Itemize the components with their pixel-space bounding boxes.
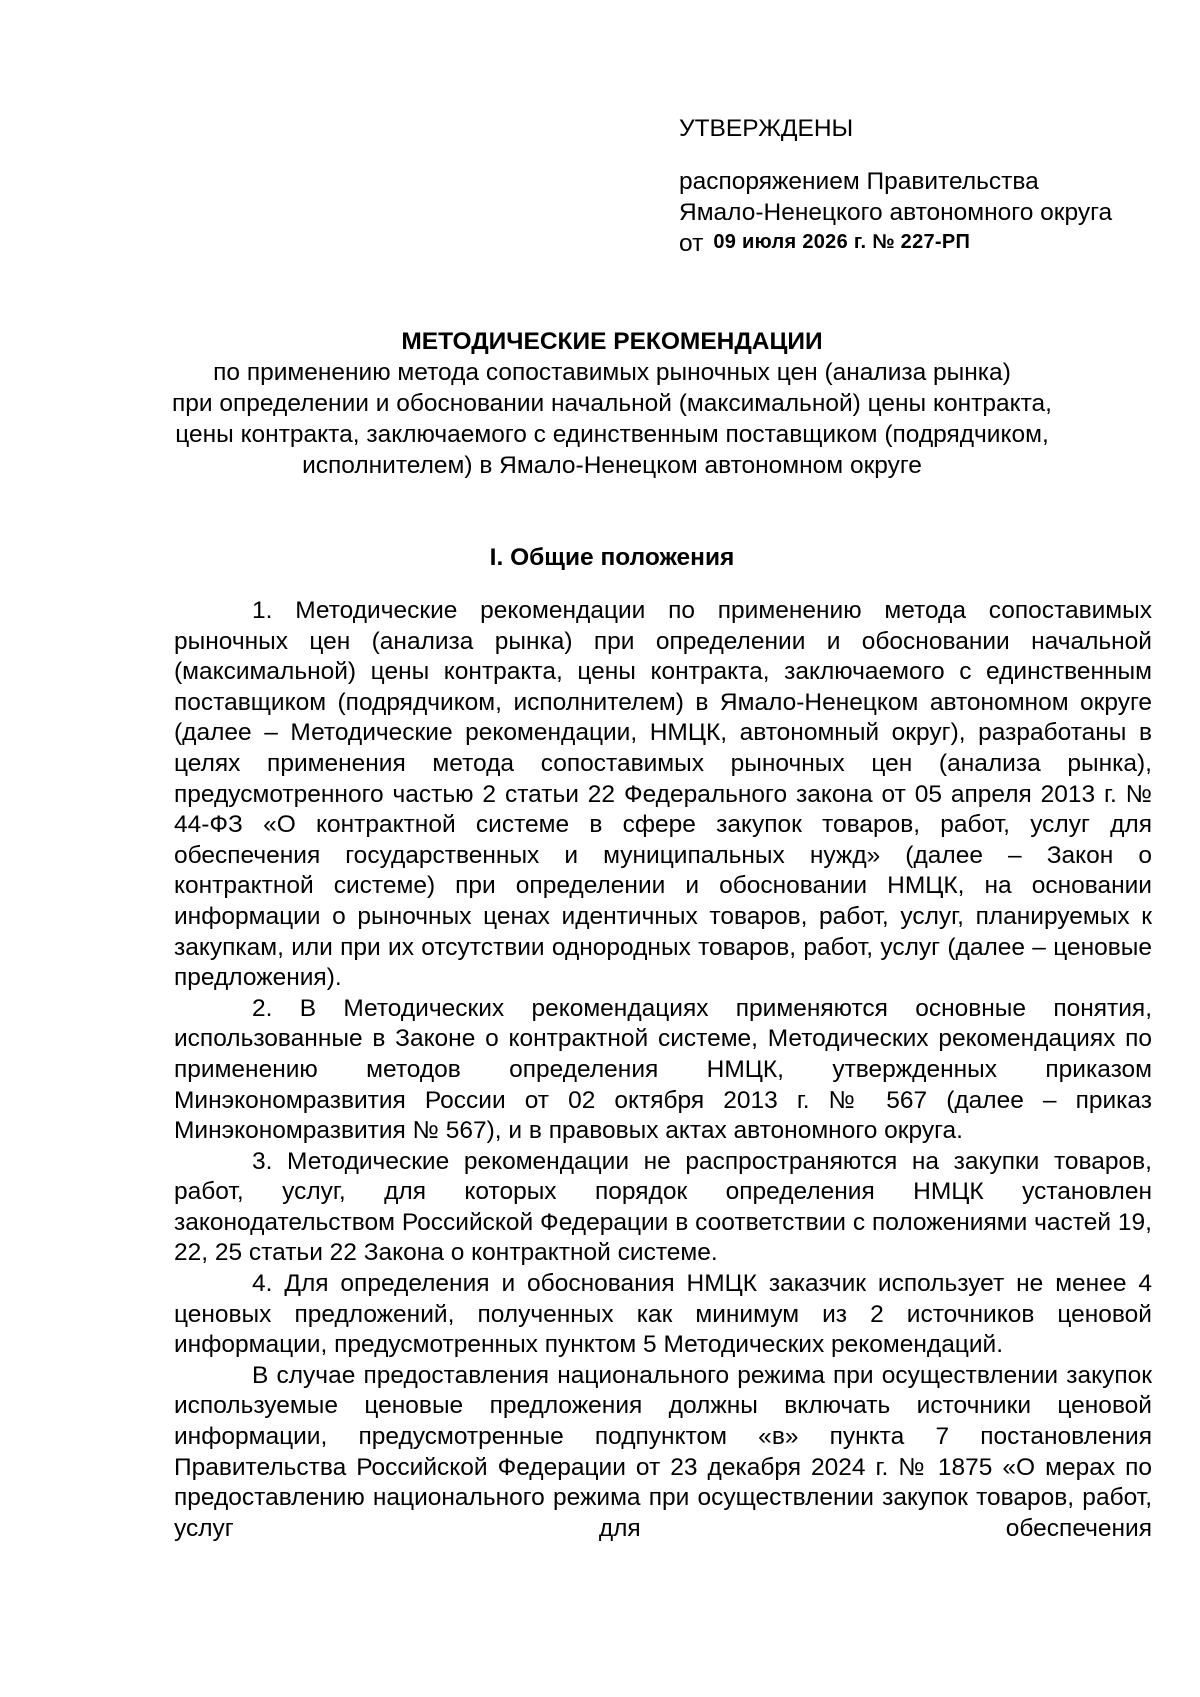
paragraph-2: 2. В Методических рекомендациях применяются основные понятия, использованные в Законе о контрактной системе, Методических рекомендациях по применению методов определения НМЦК, утвержденных приказом Минэкономразвития России от 02 октября 2013 г. № 567 (далее – приказ Минэкономразвития № 567), и в правовых актах автономного округа. bbox=[174, 994, 1152, 1145]
paragraph-5: В случае предоставления национального режима при осуществлении закупок используемые ценовые предложения должны включать источники ценовой информации, предусмотренные подпунктом «в» пункта 7 постановления Правительства Российской Федерации от 23 декабря 2024 г. № 1875 «О мерах по предоставлению национального режима при осуществлении закупок товаров, работ, услуг для обеспечения bbox=[174, 1361, 1152, 1542]
subtitle-line-1: по применению метода сопоставимых рыночных цен (анализа рынка) bbox=[213, 359, 1011, 386]
approval-stamp bbox=[679, 113, 1159, 261]
paragraph-1: 1. Методические рекомендации по применению метода сопоставимых рыночных цен (анализа рынка) при определении и обосновании начальной (максимальной) цены контракта, цены контракта, заключаемого с единственным поставщиком (подрядчиком, исполнителем) в Ямало-Ненецком автономном округе (далее – Методические рекомендации, НМЦК, автономный округ), разработаны в целях применения метода сопоставимых рыночных цен (анализа рынка), предусмотренного частью 2 статьи 22 Федерального закона от 05 апреля 2013 г. № 44-ФЗ «О контрактной системе в сфере закупок товаров, работ, услуг для обеспечения государственных и муниципальных нужд» (далее – Закон о контрактной системе) при определении и обосновании НМЦК, на основании информации о рыночных ценах идентичных товаров, работ, услуг, планируемых к закупкам, или при их отсутствии однородных товаров, работ, услуг (далее – ценовые предложения). bbox=[174, 597, 1152, 992]
approval-date-number: 09 июля 2026 г. № 227-РП bbox=[713, 231, 971, 253]
section-heading: I. Общие положения bbox=[489, 544, 735, 571]
paragraph-3: 3. Методические рекомендации не распространяются на закупки товаров, работ, услуг, для которых порядок определения НМЦК установлен законодательством Российской Федерации в соответствии с положениями частей 19, 22, 25 статьи 22 Закона о контрактной системе. bbox=[174, 1147, 1152, 1267]
approved-label: УТВЕРЖДЕНЫ bbox=[679, 115, 854, 142]
from-label: от bbox=[679, 230, 704, 257]
document-body bbox=[174, 596, 1152, 1544]
subtitle-line-4: исполнителем) в Ямало-Ненецком автономном округе bbox=[302, 452, 922, 479]
subtitle-line-3: цены контракта, заключаемого с единственным поставщиком (подрядчиком, bbox=[175, 421, 1049, 448]
document-title bbox=[150, 326, 1074, 481]
main-title: МЕТОДИЧЕСКИЕ РЕКОМЕНДАЦИИ bbox=[401, 328, 823, 355]
subtitle-line-2: при определении и обосновании начальной (максимальной) цены контракта, bbox=[172, 390, 1052, 417]
approval-line-2: Ямало-Ненецкого автономного округа bbox=[679, 199, 1113, 226]
paragraph-4: 4. Для определения и обоснования НМЦК заказчик использует не менее 4 ценовых предложений, полученных как минимум из 2 источников ценовой информации, предусмотренных пунктом 5 Методических рекомендаций. bbox=[174, 1270, 1152, 1359]
approval-line-1: распоряжением Правительства bbox=[679, 168, 1039, 195]
approval-date-line bbox=[679, 228, 1159, 261]
